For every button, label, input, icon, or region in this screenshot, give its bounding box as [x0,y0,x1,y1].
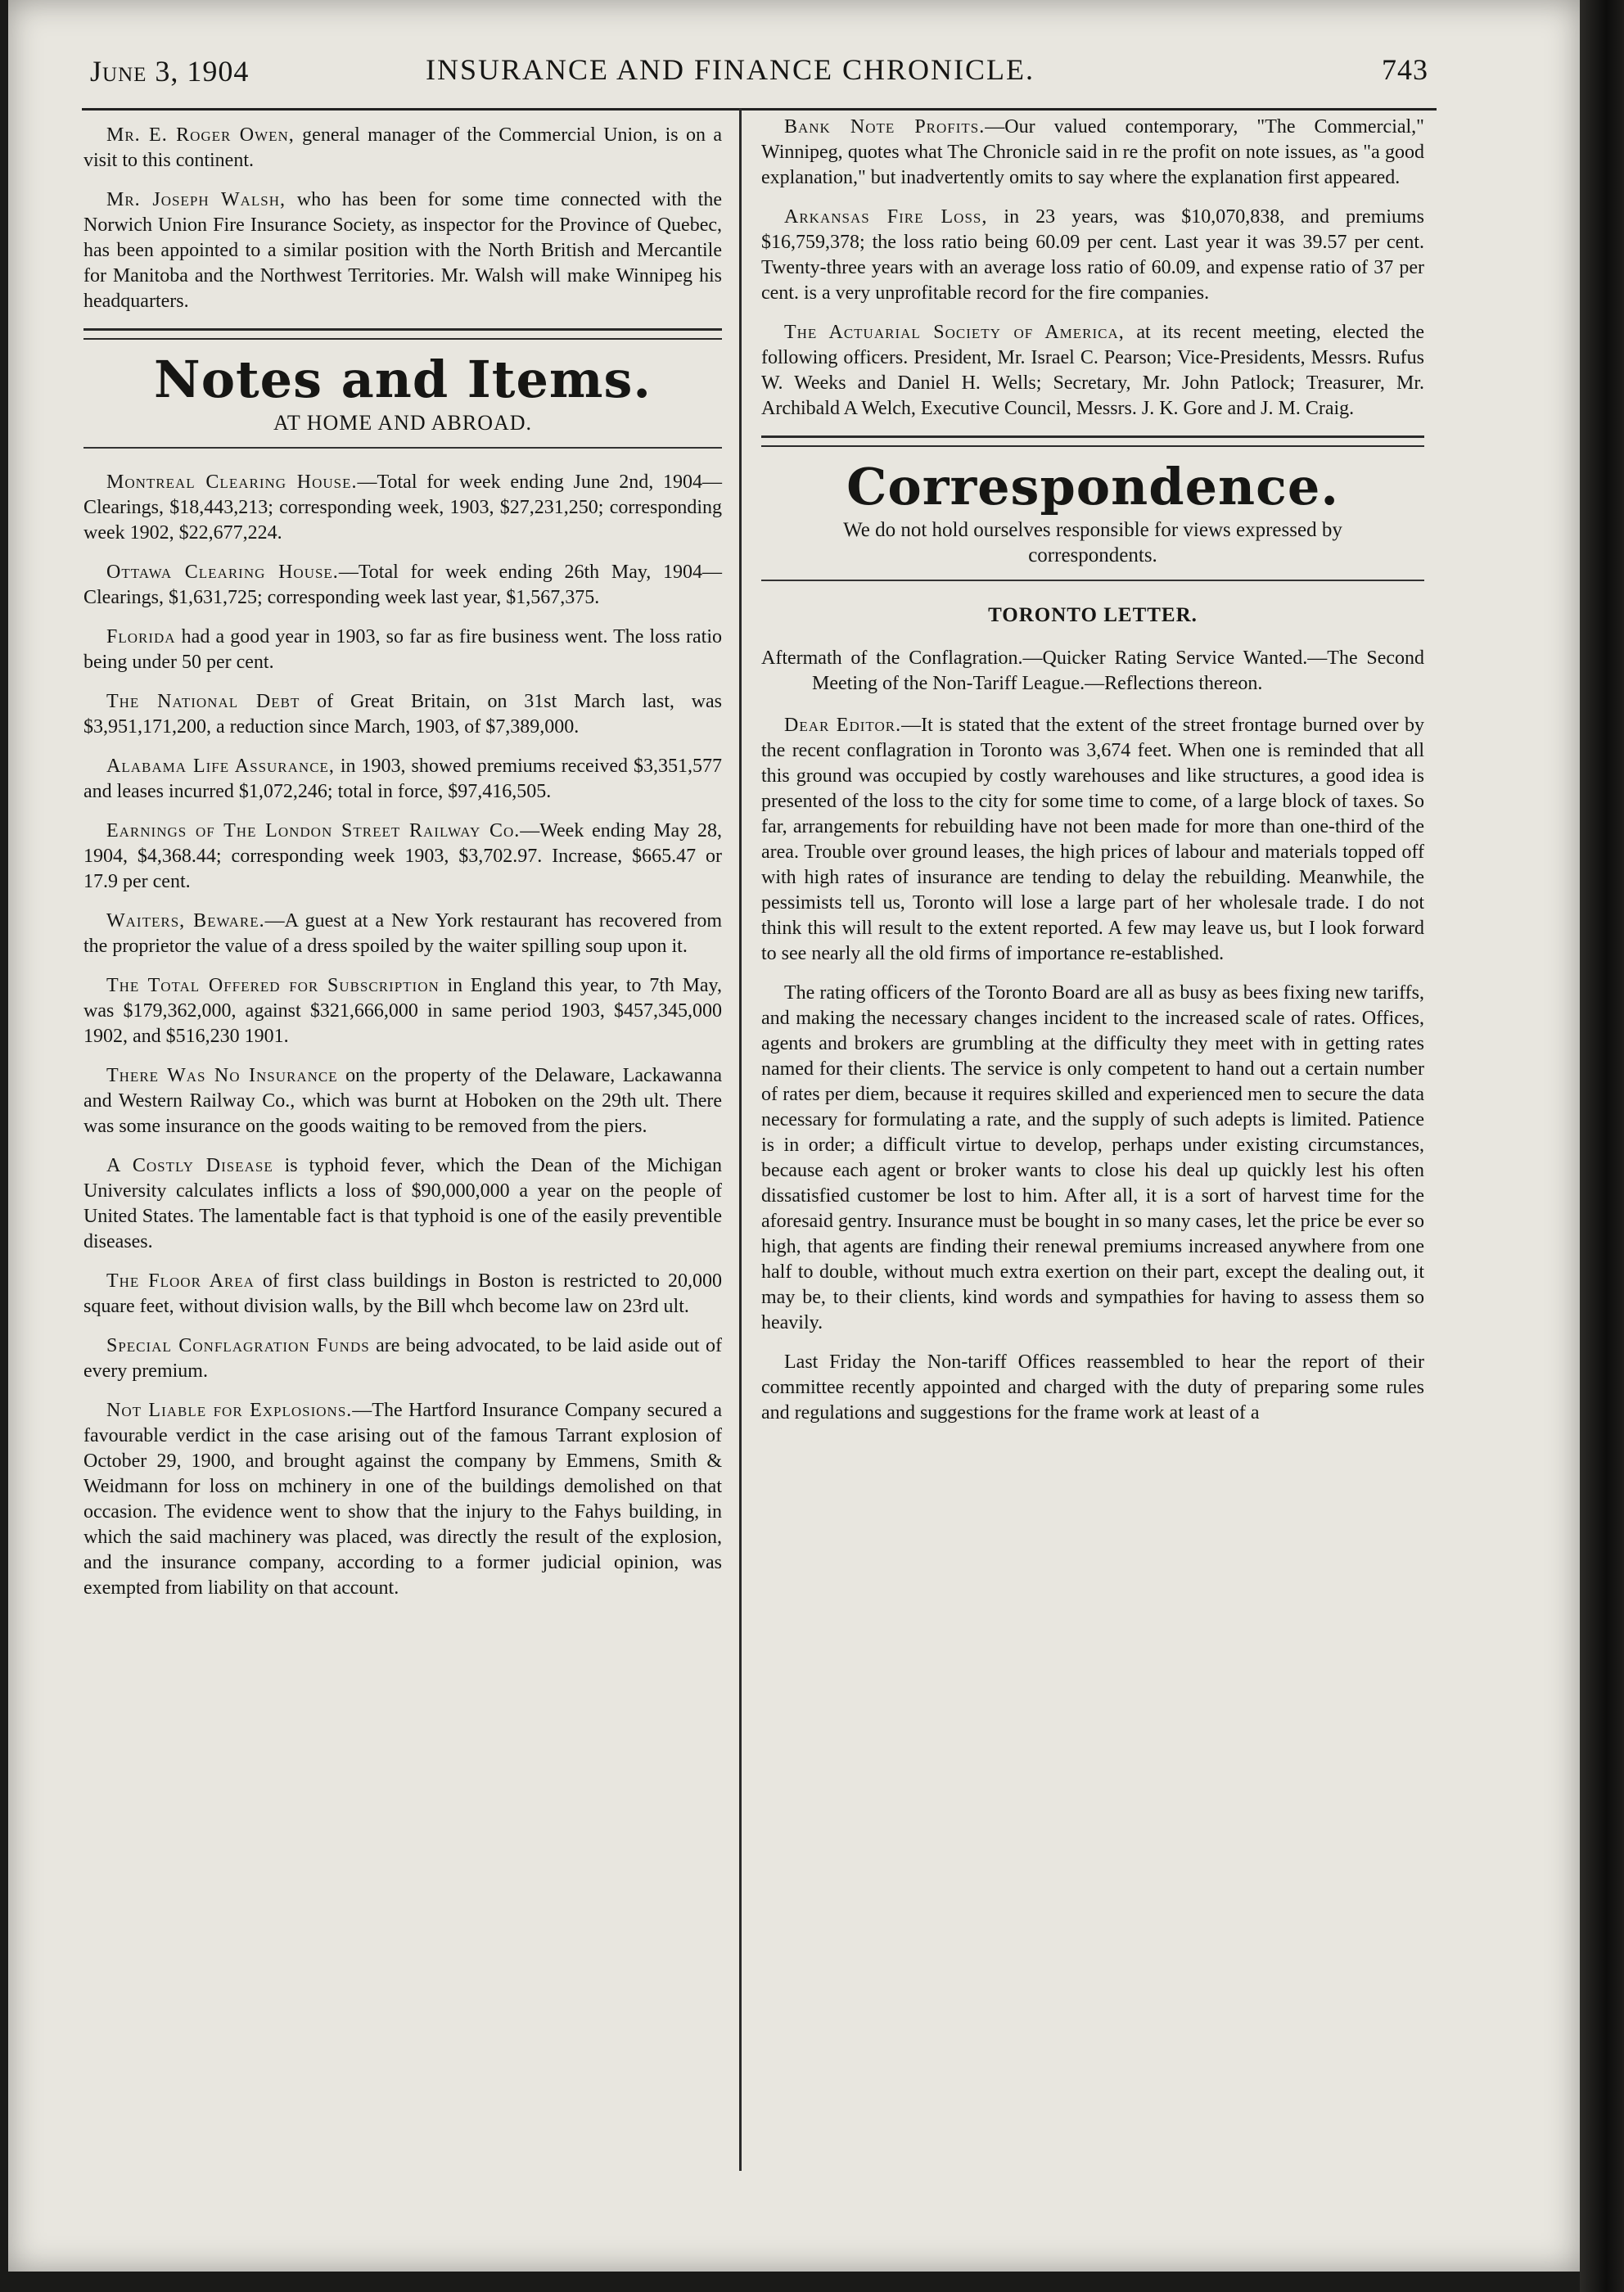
note-item [83,819,722,895]
note-item [83,1398,722,1601]
note-text: —The Hartford Insurance Company secured a favourable verdict in the case arising out of the famous Tarrant explosion of October 29, 1900, and brought against the company by Emmens, Smith & Weidmann for loss on mchinery in one of the buildings demolished on that occasion. The evidence went to show that the injury to the Fahys building, in which the said machinery was placed, was directly the result of the explosion, and the insurance company, according to a former judicial opinion, was exempted from liability on that account. [83,1400,722,1599]
note-item [83,470,722,546]
header-rule [82,108,1437,111]
letter-text: —It is stated that the extent of the street frontage burned over by the recent conflagration in Toronto was 3,674 feet. When one is reminded that all this ground was occupied by costly warehouses and like structures, a good idea is presented of the loss to the city for some time to come, of a large block of taxes. So far, arrangements for rebuilding have not been made for more than one-third of the area. Trouble over ground leases, the high prices of labour and materials topped off with high rates of insurance are tending to delay the rebuilding. Meanwhile, the pessimists tell us, Toronto will lose a large part of her wholesale trade. I do not think this will result to the extent reported. A few may leave us, but I look forward to see nearly all the old firms of importance re-established. [761,715,1424,964]
item-lead: Mr. Joseph Walsh, [106,189,286,210]
notes-section-subtitle: AT HOME AND ABROAD. [273,411,533,435]
note-lead: Special Conflagration Funds [106,1335,370,1356]
note-lead: The National Debt [106,691,300,712]
note-text: —Total for week ending June 2nd, 1904—Clearings, $18,443,213; corresponding week, 1903, $27,231,250; corresponding week 1902, $22,677,224. [83,471,723,544]
note-text: of Great Britain, on 31st March last, was $3,951,171,200, a reduction since March, 1903, of $7,389,000. [83,691,723,738]
note-lead: There Was No Insurance [106,1065,338,1086]
letter-paragraph [761,713,1424,967]
note-text: —A guest at a New York restaurant has recovered from the proprietor the value of a dress spoiled by the waiter spilling soup upon it. [83,910,722,957]
note-item [761,320,1424,422]
note-lead: Alabama Life Assurance, [106,756,335,777]
note-item [83,1269,722,1320]
item-text: general manager of the Commercial Union, is on a visit to this continent. [83,124,722,171]
personal-item [83,123,722,174]
section-rule [83,447,722,449]
note-lead: The Actuarial Society of America, [784,322,1125,343]
item-lead: Mr. E. Roger Owen, [106,124,295,146]
note-lead: The Floor Area [106,1270,255,1292]
note-item [83,1063,722,1139]
letter-salutation: Dear Editor. [784,715,902,736]
note-item [83,754,722,805]
note-text: on the property of the Delaware, Lackawanna and Western Railway Co., which was burnt at Hoboken on the 29th ult. There was some insurance on the goods waiting to be removed from the piers. [83,1065,722,1137]
note-lead: Waiters, Beware. [106,910,265,932]
correspondence-section-title: Correspondence. [846,457,1339,517]
column-divider [739,108,742,2171]
note-lead: Ottawa Clearing House. [106,562,339,583]
note-lead: Montreal Clearing House. [106,471,358,493]
note-lead: Not Liable for Explosions. [106,1400,353,1421]
disclaimer-note: We do not hold ourselves responsible for views expressed by correspondents. [843,519,1342,566]
personal-item [83,187,722,314]
left-column [83,123,722,1615]
note-text: is typhoid fever, which the Dean of the Michigan University calculates inflicts a loss of $90,000,000 a year on the people of United States. The lamentable fact is that typhoid is one of the easily preventible diseases. [83,1155,722,1252]
letter-paragraph [761,1350,1424,1426]
note-text: at its recent meeting, elected the following officers. President, Mr. Israel C. Pearson; Vice-Presidents, Messrs. Rufus W. Weeks and Daniel H. Wells; Secretary, Mr. John Patlock; Treasurer, Mr. Archibald A Welch, Executive Council, Messrs. J. K. Gore and J. M. Craig. [761,322,1425,419]
note-text: in 1903, showed premiums received $3,351,577 and leases incurred $1,072,246; total in force, $97,416,505. [83,756,722,802]
note-item [83,1333,722,1384]
note-lead: Arkansas Fire Loss, [784,206,988,228]
section-double-rule [761,435,1424,447]
note-item [761,115,1424,191]
letter-paragraph [761,981,1424,1336]
section-double-rule [83,328,722,340]
letter-text: The rating officers of the Toronto Board are all as busy as bees fixing new tariffs, and making the necessary changes incident to the increased scale of rates. Offices, agents and brokers are grumbling at the difficulty they meet with in getting rates named for their clients. The service is only competent to hand out a certain number of rates per diem, because it requires skilled and experienced men to secure the data necessary for formulating a rate, and the supply of such adepts is limited. Patience is in order; a difficult virtue to develop, perhaps under existing circumstances, because each agent or broker wants to close his deal up quickly lest his often dissatisfied customer be lost to him. After all, it is a sort of harvest time for the aforesaid gentry. Insurance must be bought in so many cases, let the price be ever so high, that agents are finding their renewal premiums increased anywhere from one half to double, without much extra exertion on their part, except the dealing out, it may be, to their clients, kind words and sympathies for having to assess them so heavily. [761,982,1424,1333]
note-text: had a good year in 1903, so far as fire business went. The loss ratio being under 50 per cent. [83,626,722,673]
note-lead: Earnings of The London Street Railway Co. [106,820,521,841]
section-rule [761,580,1424,581]
publication-title: INSURANCE AND FINANCE CHRONICLE. [426,53,1035,86]
note-lead: Bank Note Profits. [784,116,986,138]
note-item [83,625,722,675]
note-text: in England this year, to 7th May, was $179,362,000, against $321,666,000 in same period 1903, $457,345,000 1902, and $516,230 1901. [83,975,722,1047]
note-lead: A Costly Disease [106,1155,273,1176]
page-number: 743 [1382,53,1428,86]
page-header [82,47,1428,97]
note-item [83,689,722,740]
right-column [761,115,1424,1440]
note-item [83,973,722,1049]
note-item [83,909,722,959]
note-text: —Total for week ending 26th May, 1904—Clearings, $1,631,725; corresponding week last year, $1,567,375. [83,562,722,608]
letter-heading: TORONTO LETTER. [988,604,1198,626]
note-text: of first class buildings in Boston is restricted to 20,000 square feet, without division walls, by the Bill whch become law on 23rd ult. [83,1270,722,1317]
note-text: —Our valued contemporary, "The Commercial," Winnipeg, quotes what The Chronicle said in re the profit on note issues, as "a good explanation," but inadvertently omits to say where the explanation first appeared. [761,116,1424,188]
notes-section-title: Notes and Items. [154,350,652,409]
note-text: in 23 years, was $10,070,838, and premiums $16,759,378; the loss ratio being 60.09 per cent. Last year it was 39.57 per cent. Twenty-three years with an average loss ratio of 60.09, and expense ratio of 37 per cent. is a very unprofitable record for the fire companies. [761,206,1424,304]
note-text: are being advocated, to be laid aside out of every premium. [83,1335,722,1382]
book-spine-edge [1580,0,1624,2292]
note-item [761,205,1424,306]
letter-summary: Aftermath of the Conflagration.—Quicker Rating Service Wanted.—The Second Meeting of the Non-Tariff League.—Reflections thereon. [761,647,1424,694]
letter-text: Last Friday the Non-tariff Offices reassembled to hear the report of their committee recently appointed and charged with the duty of preparing some rules and regulations and suggestions for the frame work at least of a [761,1351,1424,1423]
note-lead: The Total Offered for Subscription [106,975,440,996]
issue-date: June 3, 1904 [90,55,250,88]
item-text: who has been for some time connected with the Norwich Union Fire Insurance Society, as inspector for the Province of Quebec, has been appointed to a similar position with the North British and Mercantile for Manitoba and the Northwest Territories. Mr. Walsh will make Winnipeg his headquarters. [83,189,722,312]
note-text: —Week ending May 28, 1904, $4,368.44; corresponding week 1903, $3,702.97. Increase, $665.47 or 17.9 per cent. [83,820,722,892]
newspaper-page [8,0,1580,2272]
note-item [83,1153,722,1255]
note-lead: Florida [106,626,176,647]
note-item [83,560,722,611]
